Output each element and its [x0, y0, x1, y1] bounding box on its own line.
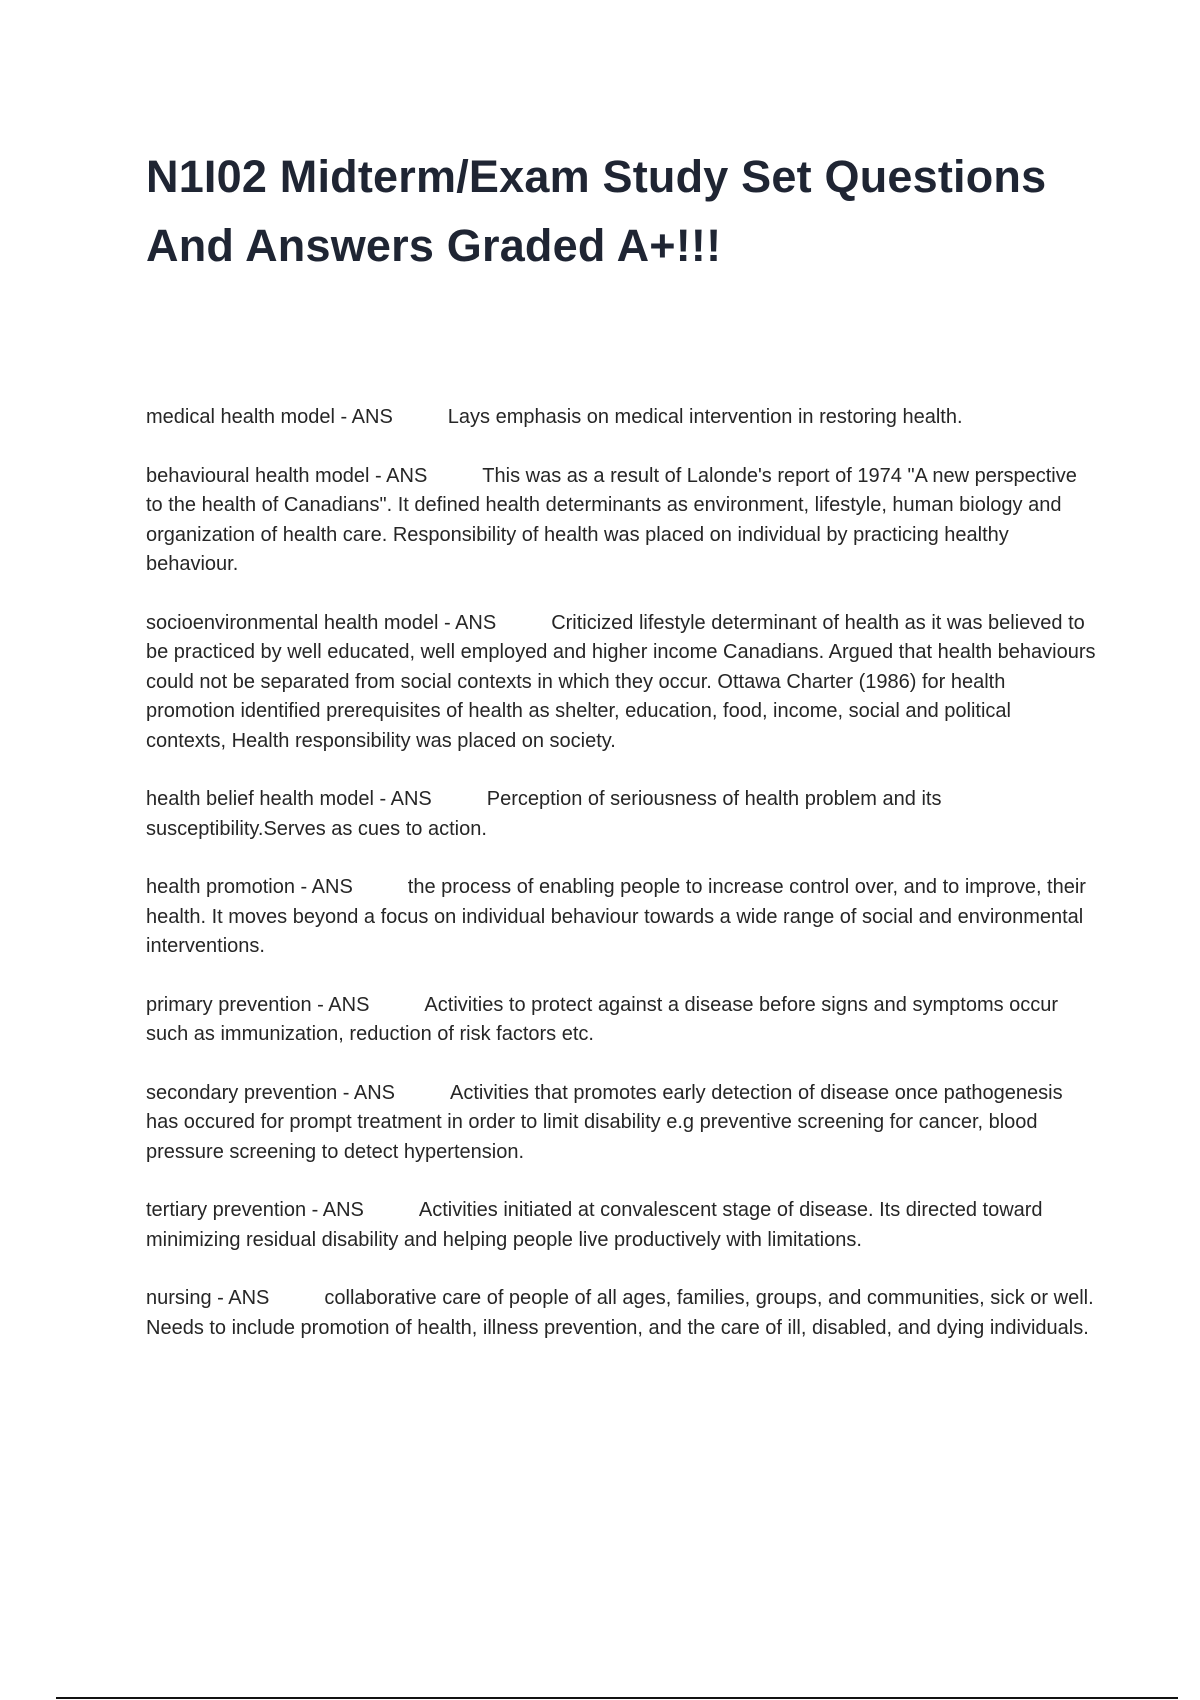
- flashcard-definition: Criticized lifestyle determinant of health as it was believed to be practiced by well educated, well employed and higher income Canadians. Argued that health behaviours could not be separated from social contexts in which they occur. Ottawa Charter (1986) for health promotion identified prerequisites of health as shelter, education, food, income, social and political contexts, Health responsibility was placed on society.: [146, 611, 1096, 752]
- flashcard-term: health belief health model - ANS: [146, 788, 432, 810]
- flashcard-term: nursing - ANS: [146, 1287, 270, 1309]
- flashcard-entry: [146, 462, 1096, 580]
- flashcard-term: secondary prevention - ANS: [146, 1081, 396, 1104]
- flashcard-entry: [146, 991, 1096, 1050]
- flashcard-definition: Activities to protect against a disease before signs and symptoms occur such as immunization, reduction of risk factors etc.: [146, 993, 1059, 1045]
- flashcard-entry: [146, 609, 1096, 757]
- flashcard-term: medical health model - ANS: [146, 406, 393, 428]
- flashcard-term: health promotion - ANS: [146, 876, 353, 898]
- flashcard-term: socioenvironmental health model - ANS: [146, 611, 497, 634]
- flashcard-entry: [146, 1284, 1096, 1343]
- flashcard-entry: [146, 403, 1096, 433]
- flashcard-entry: [146, 1079, 1096, 1168]
- flashcard-term: tertiary prevention - ANS: [146, 1199, 364, 1221]
- flashcard-definition: collaborative care of people of all ages, families, groups, and communities, sick or well. Needs to include promotion of health, illness prevention, and the care of ill, disabled, and dying individuals.: [146, 1287, 1094, 1339]
- flashcard-term: primary prevention - ANS: [146, 993, 370, 1016]
- flashcard-definition: Activities initiated at convalescent stage of disease. Its directed toward minimizing residual disability and helping people live productively with limitations.: [146, 1199, 1043, 1251]
- flashcard-list: [146, 403, 1096, 1372]
- flashcard-term: behavioural health model - ANS: [146, 464, 428, 487]
- flashcard-entry: [146, 873, 1096, 962]
- flashcard-entry: [146, 1196, 1096, 1255]
- flashcard-entry: [146, 785, 1096, 844]
- flashcard-definition: the process of enabling people to increase control over, and to improve, their health. It moves beyond a focus on individual behaviour towards a wide range of social and environmental interventions.: [146, 876, 1086, 957]
- flashcard-definition: This was as a result of Lalonde's report of 1974 "A new perspective to the health of Canadians". It defined health determinants as environment, lifestyle, human biology and organization of health care. Responsibility of health was placed on individual by practicing healthy behaviour.: [146, 464, 1077, 575]
- flashcard-definition: Activities that promotes early detection of disease once pathogenesis has occured for prompt treatment in order to limit disability e.g preventive screening for cancer, blood pressure screening to detect hypertension.: [146, 1081, 1063, 1163]
- flashcard-definition: Perception of seriousness of health problem and its susceptibility.Serves as cues to action.: [146, 788, 942, 840]
- footer-divider: [56, 1697, 1178, 1699]
- flashcard-definition: Lays emphasis on medical intervention in restoring health.: [447, 406, 963, 428]
- page-title: N1I02 Midterm/Exam Study Set Questions And Answers Graded A+!!!: [146, 151, 1047, 271]
